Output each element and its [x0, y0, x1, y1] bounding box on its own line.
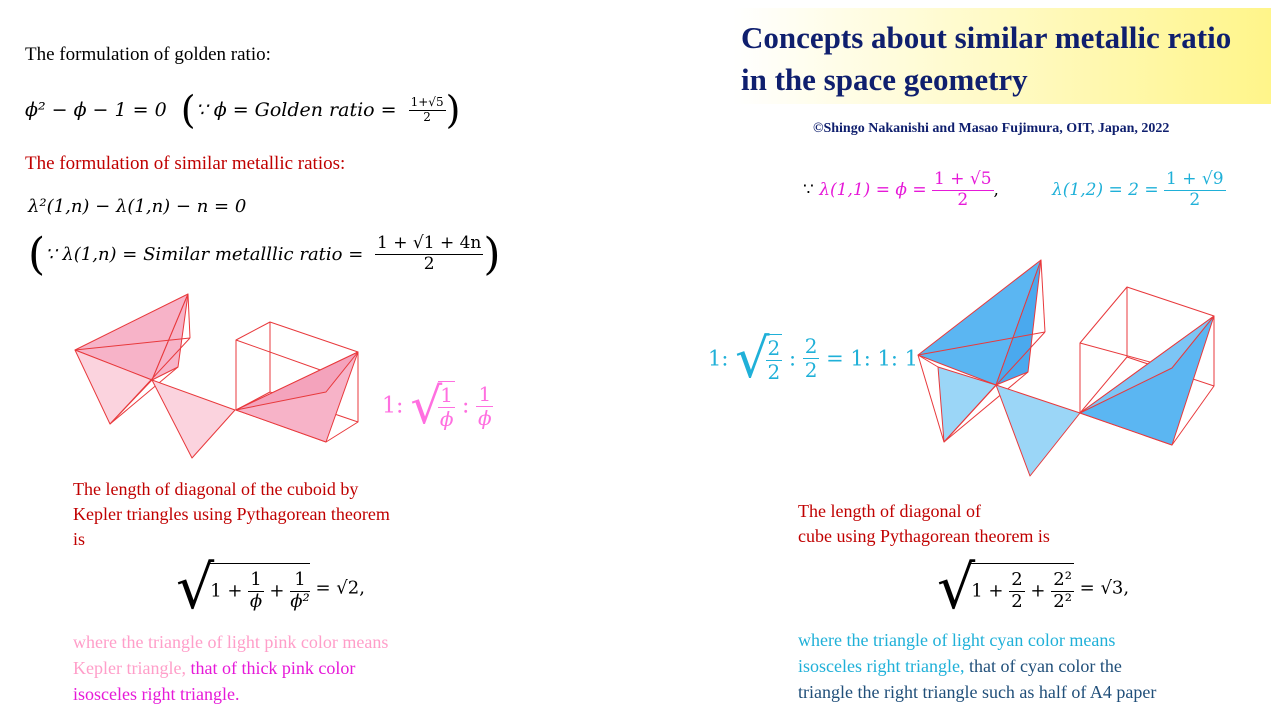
right-ratio-num2: 2 — [804, 334, 818, 358]
right-ratio-result: = 1: 1: 1 — [826, 346, 919, 371]
right-comma: , — [993, 180, 999, 201]
left-ratio-den1: ϕ — [439, 407, 454, 431]
page-title-line1: Concepts about similar metallic ratio — [741, 20, 1232, 55]
left-pyth-one: 1 + — [210, 581, 243, 602]
sqrt-sign-3: √ — [735, 327, 770, 390]
left-pyth-den2: ϕ² — [290, 591, 310, 612]
paren-close: ) — [445, 88, 461, 132]
right-note-line2b: that of cyan color the — [964, 656, 1122, 676]
right-ratio-sep: : — [788, 346, 797, 371]
paren-open: ( — [180, 88, 196, 132]
right-ratio-den1: 2 — [767, 359, 781, 384]
right-lam12: λ(1,2) = 2 = — [1052, 180, 1159, 201]
right-center-light-triangle — [996, 385, 1080, 476]
metallic-num: 1 + √1 + 4n — [377, 233, 482, 254]
right-pyth-den2: 2² — [1053, 591, 1072, 612]
left-pyth-num1: 1 — [250, 569, 262, 591]
paren-open-2: ( — [28, 229, 46, 280]
left-desc-line2: Kepler triangles using Pythagorean theorem — [73, 504, 390, 524]
left-ratio-den2: ϕ — [478, 405, 492, 430]
left-note-line2a: Kepler triangle, — [73, 658, 186, 678]
metallic-heading: The formulation of similar metallic ratios: — [25, 153, 346, 174]
left-note-line1: where the triangle of light pink color means — [73, 632, 389, 652]
left-pyth-result: = √2, — [315, 577, 365, 599]
right-note-line3: triangle the right triangle such as half of A4 paper — [798, 682, 1157, 702]
right-pyth-frac2 — [1051, 570, 1074, 612]
right-pyth-num1: 2 — [1011, 569, 1023, 591]
right-pythagoras — [937, 553, 1129, 623]
metallic-den: 2 — [423, 254, 435, 274]
page-title-line2: in the space geometry — [741, 62, 1028, 97]
golden-heading: The formulation of golden ratio: — [25, 44, 271, 65]
right-note — [798, 627, 1156, 705]
right-pyth-frac1 — [1009, 570, 1024, 612]
left-ratio-num1: 1 — [440, 383, 454, 407]
golden-den: 2 — [423, 109, 431, 124]
left-ratio-sep: : — [462, 393, 470, 419]
golden-because: ∵ ϕ = Golden ratio = — [195, 99, 397, 121]
right-pyth-radicand — [971, 563, 1074, 612]
right-lam12-num: 1 + √9 — [1166, 169, 1224, 189]
left-note-line2b: that of thick pink color — [185, 658, 356, 678]
right-note-line1: where the triangle of light cyan color means — [798, 630, 1116, 650]
right-pyth-den1: 2 — [1011, 591, 1023, 612]
right-note-line2a: isosceles right triangle, — [798, 656, 965, 676]
right-pyth-one: 1 + — [971, 581, 1004, 602]
credit-line: ©Shingo Nakanishi and Masao Fujimura, OIT, Japan, 2022 — [813, 121, 1170, 136]
left-desc-line1: The length of diagonal of the cuboid by — [73, 479, 359, 499]
right-desc-line2: cube using Pythagorean theorem is — [798, 526, 1050, 546]
right-pyth-result: = √3, — [1079, 577, 1130, 599]
right-lam11-den: 2 — [957, 189, 969, 210]
golden-num: 1+√5 — [410, 94, 444, 109]
right-because: ∵ — [803, 180, 814, 201]
right-ratio-num1: 2 — [767, 335, 781, 360]
right-lam12-den: 2 — [1189, 189, 1201, 210]
left-pyth-plus: + — [269, 581, 285, 602]
right-pyth-plus: + — [1030, 581, 1046, 602]
left-ratio-prefix: 1: — [382, 393, 404, 419]
right-ratio-prefix: 1: — [708, 346, 729, 371]
left-note-line3: isosceles right triangle. — [73, 684, 240, 704]
left-desc-line3: is — [73, 529, 86, 549]
right-description — [798, 499, 1050, 549]
sqrt-sign-4: √ — [937, 553, 976, 623]
sqrt-sign-2: √ — [176, 553, 215, 623]
right-desc-line1: The length of diagonal of — [798, 501, 981, 521]
left-pyth-num2: 1 — [290, 570, 310, 592]
right-pyth-num2: 2² — [1053, 569, 1072, 591]
left-ratio-num2: 1 — [478, 381, 492, 406]
right-lam11-num: 1 + √5 — [934, 169, 992, 189]
left-pyth-den1: ϕ — [249, 591, 263, 612]
golden-equation: ϕ² − ϕ − 1 = 0 — [25, 99, 167, 121]
right-lam11: λ(1,1) = ϕ = — [819, 180, 927, 201]
paren-close-2: ) — [483, 229, 501, 280]
metallic-equation: λ²(1,n) − λ(1,n) − n = 0 — [28, 196, 247, 217]
right-ratio-den2: 2 — [804, 358, 818, 382]
metallic-because: ∵ λ(1,n) = Similar metalllic ratio = — [45, 244, 364, 265]
sqrt-sign: √ — [410, 377, 443, 435]
